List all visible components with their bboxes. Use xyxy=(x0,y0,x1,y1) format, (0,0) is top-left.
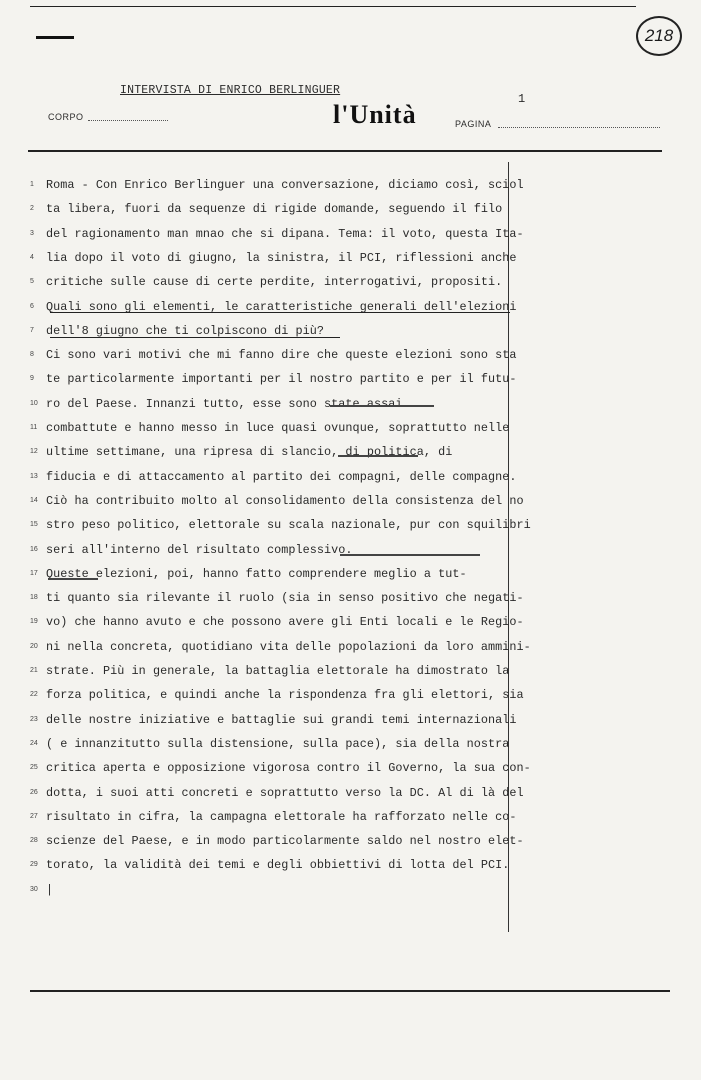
line-number: 29 xyxy=(30,861,38,869)
line-number: 14 xyxy=(30,496,38,504)
text-line: del ragionamento man mnao che si dipana. Tema: il voto, questa Ita- xyxy=(46,226,524,241)
header-rule xyxy=(28,150,662,152)
question-underline xyxy=(50,337,340,338)
text-line: torato, la validità dei temi e degli obbiettivi di lotta del PCI. xyxy=(46,858,510,873)
line-number: 4 xyxy=(30,253,34,261)
page-number: 1 xyxy=(518,92,526,106)
line-number: 25 xyxy=(30,764,38,772)
text-line: critiche sulle cause di certe perdite, interrogativi, propositi. xyxy=(46,275,503,290)
line-number: 10 xyxy=(30,399,38,407)
line-number: 5 xyxy=(30,278,34,286)
strikethrough-mark xyxy=(338,455,418,457)
pagina-label: PAGINA xyxy=(455,119,492,129)
text-line: strate. Più in generale, la battaglia elettorale ha dimostrato la xyxy=(46,664,510,678)
text-line: Ci sono vari motivi che mi fanno dire che queste elezioni sono sta xyxy=(46,348,517,363)
pagina-dotted-line xyxy=(498,127,660,128)
text-line: delle nostre iniziative e battaglie sui grandi temi internazionali xyxy=(46,712,517,727)
line-number: 15 xyxy=(30,521,38,529)
archive-stamp: 218 xyxy=(636,16,682,56)
document-title: INTERVISTA DI ENRICO BERLINGUER xyxy=(120,84,341,97)
line-number: 22 xyxy=(30,691,38,699)
text-line: stro peso politico, elettorale su scala nazionale, pur con squilibri xyxy=(46,518,531,533)
text-line: | xyxy=(46,882,54,897)
corner-dash xyxy=(36,36,74,39)
corpo-dotted-line xyxy=(88,120,168,121)
text-line: ultime settimane, una ripresa di slancio, di politica, di xyxy=(46,445,453,460)
line-number: 20 xyxy=(30,642,38,650)
strikethrough-mark xyxy=(48,578,98,580)
line-number: 26 xyxy=(30,788,38,796)
bottom-rule xyxy=(30,990,670,992)
question-underline xyxy=(50,312,510,313)
text-line: ro del Paese. Innanzi tutto, esse sono state assai xyxy=(46,396,403,411)
text-line: fiducia e di attaccamento al partito dei compagni, delle compagne. xyxy=(46,469,517,484)
text-line: forza politica, e quindi anche la rispondenza fra gli elettori, sia xyxy=(46,688,524,703)
text-line: critica aperta e opposizione vigorosa contro il Governo, la sua con- xyxy=(46,761,531,776)
line-number: 19 xyxy=(30,618,38,626)
text-line: Queste elezioni, poi, hanno fatto comprendere meglio a tut- xyxy=(46,566,467,581)
line-number: 2 xyxy=(30,205,34,213)
line-number: 21 xyxy=(30,667,38,674)
line-number: 9 xyxy=(30,375,34,383)
text-line: seri all'interno del risultato complessivo. xyxy=(46,542,353,557)
line-number: 6 xyxy=(30,302,34,310)
line-number: 17 xyxy=(30,569,38,577)
text-line: combattute e hanno messo in luce quasi ovunque, soprattutto nelle xyxy=(46,421,510,435)
line-number: 13 xyxy=(30,472,38,480)
line-number: 24 xyxy=(30,739,38,747)
line-number: 23 xyxy=(30,715,38,723)
line-number: 18 xyxy=(30,594,38,602)
text-line: ti quanto sia rilevante il ruolo (sia in senso positivo che negati- xyxy=(46,591,524,606)
line-number: 27 xyxy=(30,812,38,820)
text-line: scienze del Paese, e in modo particolarmente saldo nel nostro elet- xyxy=(46,834,524,849)
corpo-label: CORPO xyxy=(48,112,84,122)
text-line: dell'8 giugno che ti colpiscono di più? xyxy=(46,323,325,338)
line-number: 11 xyxy=(30,424,38,431)
text-line: Roma - Con Enrico Berlinguer una conversazione, diciamo così, sciol xyxy=(46,178,524,192)
text-line: lia dopo il voto di giugno, la sinistra, il PCI, riflessioni anche xyxy=(46,250,517,265)
strikethrough-mark xyxy=(340,554,480,556)
text-line: ni nella concreta, quotidiano vita delle popolazioni da loro ammini- xyxy=(46,639,531,654)
text-line: dotta, i suoi atti concreti e soprattutto verso la DC. Al di là del xyxy=(46,785,524,800)
newspaper-logo: l'Unità xyxy=(333,100,417,129)
text-line: te particolarmente importanti per il nostro partito e per il futu- xyxy=(46,372,517,387)
strikethrough-mark xyxy=(330,405,434,407)
line-number: 1 xyxy=(30,181,34,188)
text-line: risultato in cifra, la campagna elettorale ha rafforzato nelle co- xyxy=(46,809,517,824)
line-number: 7 xyxy=(30,326,34,334)
text-line: Quali sono gli elementi, le caratteristiche generali dell'elezioni xyxy=(46,299,517,314)
line-number: 16 xyxy=(30,545,38,553)
text-line: Ciò ha contribuito molto al consolidamento della consistenza del no xyxy=(46,493,524,508)
line-number: 3 xyxy=(30,229,34,237)
line-number: 12 xyxy=(30,448,38,456)
line-number: 8 xyxy=(30,351,34,359)
top-border xyxy=(30,6,636,7)
text-line: vo) che hanno avuto e che possono avere gli Enti locali e le Regio- xyxy=(46,615,524,630)
text-line: ta libera, fuori da sequenze di rigide domande, seguendo il filo xyxy=(46,202,503,217)
text-line: ( e innanzitutto sulla distensione, sulla pace), sia della nostra xyxy=(46,736,510,751)
line-number: 30 xyxy=(30,885,38,893)
line-number: 28 xyxy=(30,837,38,845)
